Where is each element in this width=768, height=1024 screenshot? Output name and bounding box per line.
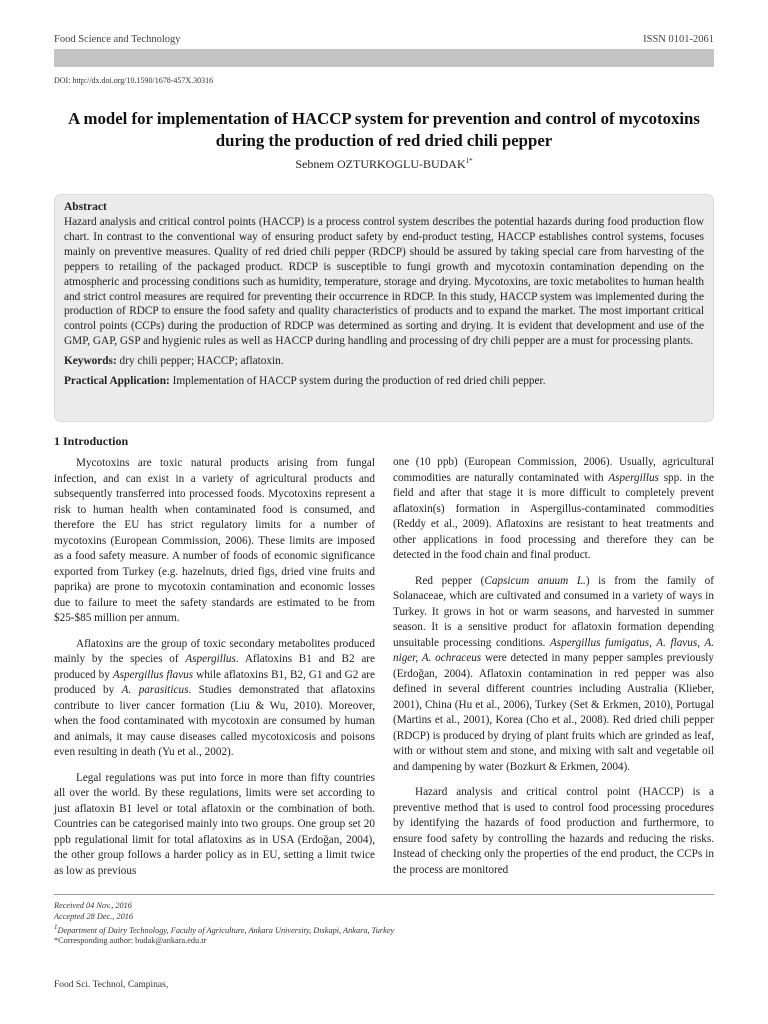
page-footer: Food Sci. Technol, Campinas, bbox=[54, 980, 169, 990]
practical-text: Implementation of HACCP system during the production of red dried chili pepper. bbox=[172, 375, 546, 388]
abstract-box bbox=[54, 194, 714, 422]
accepted-date: Accepted 28 Dec., 2016 bbox=[54, 911, 134, 921]
abstract-heading: Abstract bbox=[64, 201, 107, 213]
paragraph: one (10 ppb) (European Commission, 2006). Usually, agricultural commodities are naturally contaminated with Aspergillus spp. in the field and after that stage it is more difficult to completely prevent aflatoxin(s) formation in Aspergillus-contaminated commodities (Reddy et al., 2009). Aflatoxins are resistant to heat treatments and other applications in food processing and therefore they can be detected in the food chain and final product. bbox=[393, 456, 714, 561]
practical-application bbox=[64, 375, 704, 387]
header-band bbox=[54, 49, 714, 67]
journal-name: Food Science and Technology bbox=[54, 34, 181, 45]
author-sup: 1* bbox=[465, 157, 473, 165]
keywords-label: Keywords: bbox=[64, 355, 117, 368]
issn: ISSN 0101-2061 bbox=[643, 34, 714, 45]
author-line bbox=[54, 157, 714, 172]
affiliation: $^1$Department of Dairy Technology, Faculty of Agriculture, Ankara University, Dıskapi, Ankara, Turkey bbox=[54, 923, 395, 935]
paragraph: Red pepper (Capsicum anuum L.) is from the family of Solanaceae, which are cultivated and consumed in a variety of ways in Turkey. It grows in hot or warm seasons, and harvested in summer season. It is a sensitive product for aflatoxin formation depending unsuitable processing conditions. Aspergillus fumigatus, A. flavus, A. niger, A. ochraceus were detected in many pepper samples previously (Erdoğan, 2004). Aflatoxin contamination in red pepper was also defined in several different countries including Australia (Klieber, 2001), China (Hu et al., 2006), Turkey (Set & Erkmen, 2010), Portugal (Martins et al., 2001), Korea (Cho et al., 2008). Red dried chili pepper (RDCP) is produced by drying of plant fruits which are grinded as leaf, with or without stem and stone, and mixing with salt and vegetable oil and dampening by water (Bozkurt & Erkmen, 2004). bbox=[393, 574, 715, 773]
paragraph: Mycotoxins are toxic natural products arising from fungal infection, and can exist in a variety of agricultural products and subsequently transferred into processed foods. Mycotoxins represent a risk to human health when contaminated food is consumed, and therefore the EU has strict regulatory limits for a number of mycotoxins (European Commission, 2006). These limits are imposed as a food safety measure. A number of foods of economic significance exported from Turkey (e.g. hazelnuts, dried figs, dried vine fruits and paprika) are prone to mycotoxin contamination and economic losses due to failure to meet the safety standards are estimated to be from $25-$85 million per annum. bbox=[54, 457, 375, 624]
paragraph: Legal regulations was put into force in more than fifty countries all over the world. By these regulations, limits were set according to just aflatoxin B1 level or total aflatoxin or the combination of both. Countries can be categorised mainly into two groups. One group set 20 ppb regulational limit for total aflatoxins as in USA (Erdoğan, 2004), the other group follows a harder policy as in EU, setting a limit twice as low as previous bbox=[54, 771, 375, 877]
right-column bbox=[393, 455, 714, 888]
section-heading: 1 Introduction bbox=[54, 434, 129, 448]
received-date: Received 04 Nov., 2016 bbox=[54, 901, 132, 910]
left-column bbox=[54, 434, 375, 889]
abstract-text: Hazard analysis and critical control points (HACCP) is a process control system describes the potential hazards during food production flow chart. In contrast to the conventional way of ensuring product safety by end-product testing, HACCP establishes control systems, focuses mainly on preventive measures. Quality of red dried chili pepper (RDCP) should be assured by taking special care from harvesting of the peppers to retailing of the packaged product. RDCP is susceptible to fungi growth and mycotoxin contamination depending on the atmospheric and processing conditions such as humidity, temperature, storage and drying. Mycotoxins, are toxic metabolites to human health and strict control measures are required for preventing their occurrence in RDCP. In this study, HACCP system was implemented during the production of RDCP to ensure the food safety and quality characteristics of products and to expand the market. The most important critical control points (CCPs) during the production of RDCP was determined as sorting and drying. It is evident that development and use of the GMP, GAP, GSP and hygienic rules as well as HACCP during handling and processing of dry chili pepper are a must for processing plants. bbox=[64, 216, 704, 348]
corresponding-author: *Corresponding author: budak@ankara.edu.tr bbox=[54, 936, 207, 946]
footnote-divider bbox=[54, 894, 714, 895]
paragraph: Hazard analysis and critical control point (HACCP) is a preventive method that is used to control food processing procedures by identifying the hazards of food production and furthermore, to ensure food safety by controlling the hazards and reducing the risks. Instead of checking only the properties of the end product, the CCPs in the process are monitored bbox=[393, 786, 714, 876]
author-name: Sebnem OZTURKOGLU-BUDAK bbox=[295, 157, 466, 171]
paragraph: Aflatoxins are the group of toxic secondary metabolites produced mainly by the species of Aspergillus. Aflatoxins B1 and B2 are produced by Aspergillus flavus while aflatoxins B1, B2, G1 and G2 are produced by A. parasiticus. Studies demonstrated that aflatoxins contribute to liver cancer formation (Liu & Wu, 2010). Moreover, when the food contaminated with mycotoxin are consumed by human and animals, it may cause diseases called mycotoxicosis and poisons even resulting in death (Yu et al., 2002). bbox=[54, 637, 376, 758]
keywords bbox=[64, 355, 704, 367]
footnotes bbox=[54, 901, 394, 947]
running-header bbox=[54, 34, 714, 50]
article-title: A model for implementation of HACCP system for prevention and control of mycotoxins during the production of red dried chili pepper bbox=[68, 109, 700, 150]
doi-link[interactable]: DOI: http://dx.doi.org/10.1590/1678-457X.30316 bbox=[54, 76, 214, 85]
practical-label: Practical Application: bbox=[64, 375, 170, 388]
keywords-text: dry chili pepper; HACCP; aflatoxin. bbox=[119, 355, 284, 368]
